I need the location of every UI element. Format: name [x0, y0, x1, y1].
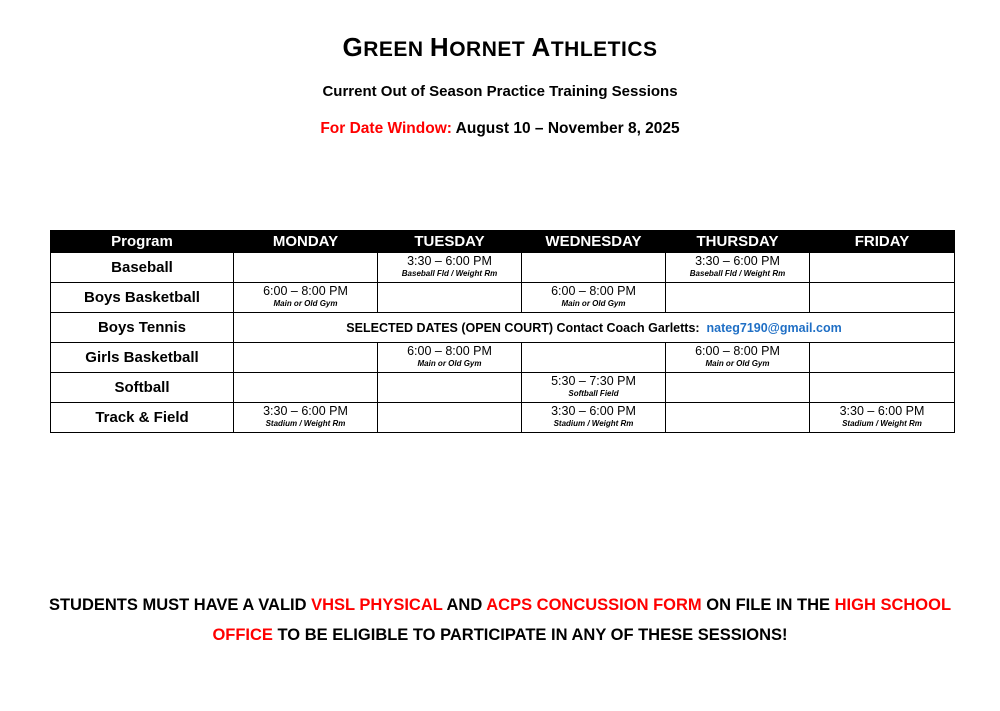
schedule-cell [234, 253, 378, 283]
schedule-cell [666, 283, 810, 313]
table-row [51, 403, 955, 433]
schedule-cell [234, 283, 378, 313]
schedule-cell [522, 403, 666, 433]
program-name: Track & Field [51, 403, 234, 433]
program-name: Girls Basketball [51, 343, 234, 373]
schedule-cell [378, 343, 522, 373]
session-time: 3:30 – 6:00 PM [407, 254, 492, 268]
session-location: Stadium / Weight Rm [265, 419, 346, 428]
eligibility-notice: STUDENTS MUST HAVE A VALID VHSL PHYSICAL AND ACPS CONCUSSION FORM ON FILE IN THE HIGH SCHOOL OFFICE TO BE ELIGIBLE TO PARTICIPATE IN ANY OF THESE SESSIONS! [48, 596, 952, 644]
program-name: Boys Tennis [51, 313, 234, 343]
vhsl-physical: VHSL PHYSICAL [311, 596, 443, 614]
table-row [51, 373, 955, 403]
session-location: Main or Old Gym [417, 359, 482, 368]
schedule-cell [522, 253, 666, 283]
schedule-cell [522, 283, 666, 313]
schedule-cell [666, 403, 810, 433]
schedule-cell [234, 373, 378, 403]
schedule-cell [378, 373, 522, 403]
page-title: GREEN HORNET ATHLETICS [342, 32, 658, 62]
session-location: Softball Field [568, 389, 619, 398]
schedule-cell [666, 343, 810, 373]
session-location: Stadium / Weight Rm [553, 419, 634, 428]
program-name: Softball [51, 373, 234, 403]
schedule-cell [234, 343, 378, 373]
program-name: Baseball [51, 253, 234, 283]
session-location: Baseball Fld / Weight Rm [689, 269, 786, 278]
schedule-cell [522, 373, 666, 403]
schedule-cell [378, 403, 522, 433]
schedule-cell [810, 253, 955, 283]
table-row [51, 253, 955, 283]
session-location: Baseball Fld / Weight Rm [401, 269, 498, 278]
session-location: Main or Old Gym [705, 359, 770, 368]
session-time: 6:00 – 8:00 PM [551, 284, 636, 298]
program-name: Boys Basketball [51, 283, 234, 313]
date-window [0, 120, 1000, 138]
schedule-cell [666, 373, 810, 403]
coach-email-link[interactable]: nateg7190@gmail.com [706, 320, 842, 335]
session-time: 3:30 – 6:00 PM [695, 254, 780, 268]
schedule-cell [378, 283, 522, 313]
date-window-dates: August 10 – November 8, 2025 [455, 120, 680, 137]
high-school-office: HIGH SCHOOL OFFICE [212, 596, 952, 644]
open-court-note: SELECTED DATES (OPEN COURT) Contact Coach Garletts: nateg7190@gmail.com [234, 313, 955, 343]
session-time: 5:30 – 7:30 PM [551, 374, 636, 388]
header-friday: FRIDAY [810, 231, 955, 253]
schedule-cell [378, 253, 522, 283]
session-time: 6:00 – 8:00 PM [695, 344, 780, 358]
schedule-cell [522, 343, 666, 373]
header-thursday: THURSDAY [666, 231, 810, 253]
session-time: 3:30 – 6:00 PM [839, 404, 925, 418]
schedule-cell [810, 403, 955, 433]
schedule-table [50, 230, 955, 433]
header-program: Program [51, 231, 234, 253]
session-location: Stadium / Weight Rm [842, 419, 922, 428]
table-header-row [51, 231, 955, 253]
header-monday: MONDAY [234, 231, 378, 253]
table-row [51, 343, 955, 373]
page-subtitle: Current Out of Season Practice Training Sessions [322, 83, 678, 100]
schedule-cell [810, 343, 955, 373]
session-time: 3:30 – 6:00 PM [263, 404, 348, 418]
session-time: 6:00 – 8:00 PM [407, 344, 492, 358]
table-row [51, 313, 955, 343]
session-time: 6:00 – 8:00 PM [263, 284, 348, 298]
session-location: Main or Old Gym [273, 299, 338, 308]
session-time: 3:30 – 6:00 PM [551, 404, 636, 418]
session-location: Main or Old Gym [561, 299, 626, 308]
schedule-cell [810, 373, 955, 403]
schedule-cell [810, 283, 955, 313]
date-window-label: For Date Window: [320, 120, 452, 137]
table-row [51, 283, 955, 313]
header-wednesday: WEDNESDAY [522, 231, 666, 253]
acps-concussion-form: ACPS CONCUSSION FORM [486, 596, 702, 614]
schedule-cell [234, 403, 378, 433]
schedule-cell [666, 253, 810, 283]
header-tuesday: TUESDAY [378, 231, 522, 253]
